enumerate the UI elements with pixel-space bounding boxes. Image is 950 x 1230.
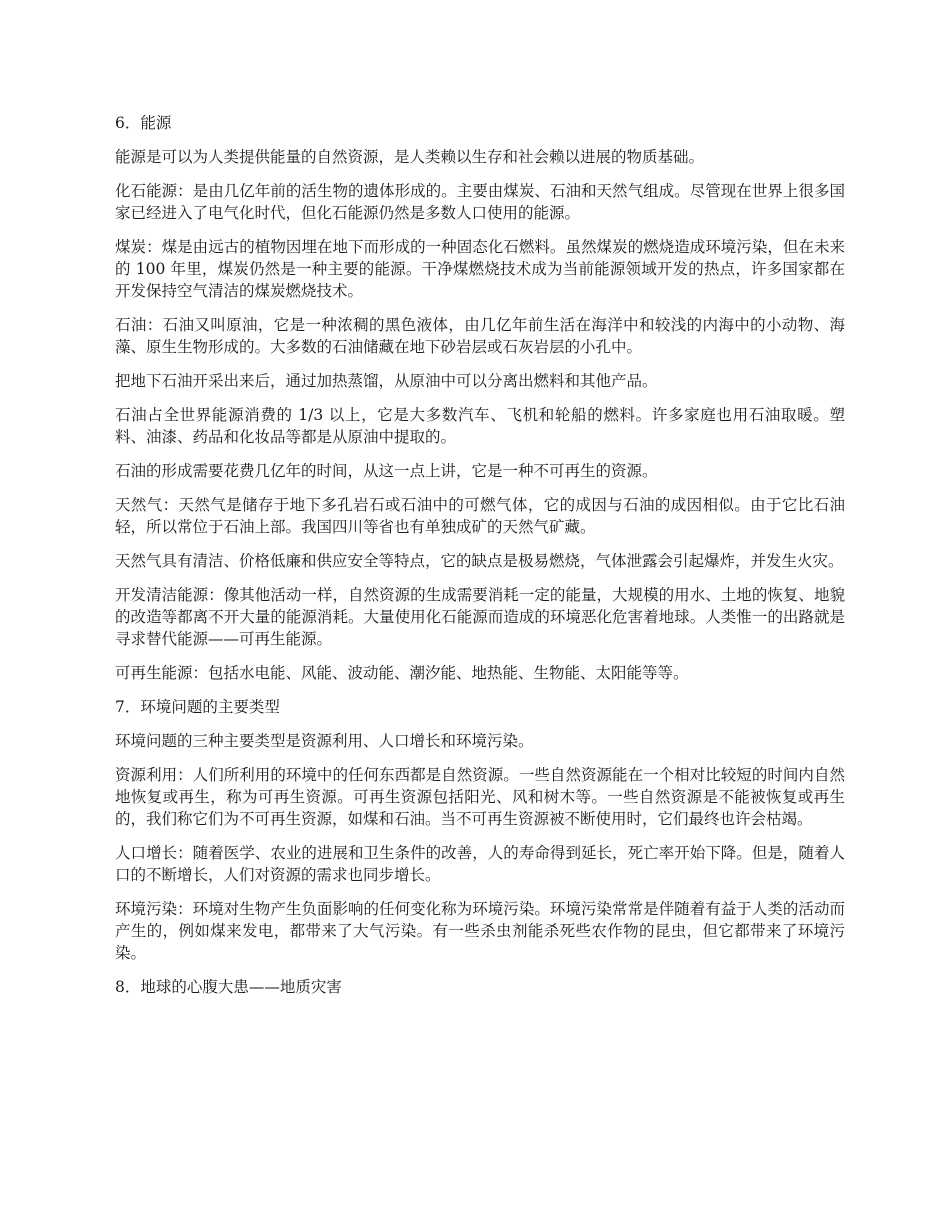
paragraph-resource-use: 资源利用：人们所利用的环境中的任何东西都是自然资源。一些自然资源能在一个相对比较短的时间内自然地恢复或再生，称为可再生资源。可再生资源包括阳光、风和树木等。一些自然资源是不能被恢复或再生的，我们称它们为不可再生资源，如煤和石油。当不可再生资源被不断使用时，它们最终也许会枯竭。 <box>115 766 845 828</box>
paragraph-problem-types: 环境问题的三种主要类型是资源利用、人口增长和环境污染。 <box>115 732 534 750</box>
paragraph-pollution: 环境污染：环境对生物产生负面影响的任何变化称为环境污染。环境污染常常是伴随着有益于人类的活动而产生的，例如煤来发电，都带来了大气污染。有一些杀虫剂能杀死些农作物的昆虫，但它都带来了环境污染。 <box>115 900 845 962</box>
section-heading-environment-problems: 7．环境问题的主要类型 <box>115 698 280 716</box>
paragraph-energy-definition: 能源是可以为人类提供能量的自然资源，是人类赖以生存和社会赖以进展的物质基础。 <box>115 148 705 166</box>
paragraph-renewable-energy: 可再生能源：包括水电能、风能、波动能、潮汐能、地热能、生物能、太阳能等等。 <box>115 664 689 682</box>
document-page <box>115 112 845 1010</box>
paragraph-coal: 煤炭：煤是由远古的植物因埋在地下而形成的一种固态化石燃料。虽然煤炭的燃烧造成环境污染，但在未来的 100 年里，煤炭仍然是一种主要的能源。干净煤燃烧技术成为当前能源领域开发的热点，许多国家都在开发保持空气清洁的煤炭燃烧技术。 <box>115 238 845 300</box>
paragraph-clean-energy: 开发清洁能源：像其他活动一样，自然资源的生成需要消耗一定的能量，大规模的用水、土地的恢复、地貌的改造等都离不开大量的能源消耗。大量使用化石能源而造成的环境恶化危害着地球。人类惟一的出路就是寻求替代能源——可再生能源。 <box>115 586 845 648</box>
paragraph-natural-gas: 天然气：天然气是储存于地下多孔岩石或石油中的可燃气体，它的成因与石油的成因相似。由于它比石油轻，所以常位于石油上部。我国四川等省也有单独成矿的天然气矿藏。 <box>115 496 845 536</box>
paragraph-oil-extraction: 把地下石油开采出来后，通过加热蒸馏，从原油中可以分离出燃料和其他产品。 <box>115 372 658 390</box>
paragraph-population-growth: 人口增长：随着医学、农业的进展和卫生条件的改善，人的寿命得到延长，死亡率开始下降。但是，随着人口的不断增长，人们对资源的需求也同步增长。 <box>115 844 845 884</box>
section-heading-energy: 6．能源 <box>115 114 172 132</box>
paragraph-natural-gas-features: 天然气具有清洁、价格低廉和供应安全等特点，它的缺点是极易燃烧，气体泄露会引起爆炸，并发生火灾。 <box>115 552 844 570</box>
paragraph-petroleum: 石油：石油又叫原油，它是一种浓稠的黑色液体，由几亿年前生活在海洋中和较浅的内海中的小动物、海藻、原生生物形成的。大多数的石油储藏在地下砂岩层或石灰岩层的小孔中。 <box>115 316 845 356</box>
paragraph-oil-formation: 石油的形成需要花费几亿年的时间，从这一点上讲，它是一种不可再生的资源。 <box>115 462 658 480</box>
section-heading-geological-disasters: 8．地球的心腹大患——地质灾害 <box>115 978 342 996</box>
paragraph-fossil-energy: 化石能源：是由几亿年前的活生物的遗体形成的。主要由煤炭、石油和天然气组成。尽管现在世界上很多国家已经进入了电气化时代，但化石能源仍然是多数人口使用的能源。 <box>115 182 845 222</box>
paragraph-oil-consumption: 石油占全世界能源消费的 1/3 以上，它是大多数汽车、飞机和轮船的燃料。许多家庭也用石油取暖。塑料、油漆、药品和化妆品等都是从原油中提取的。 <box>115 406 845 446</box>
